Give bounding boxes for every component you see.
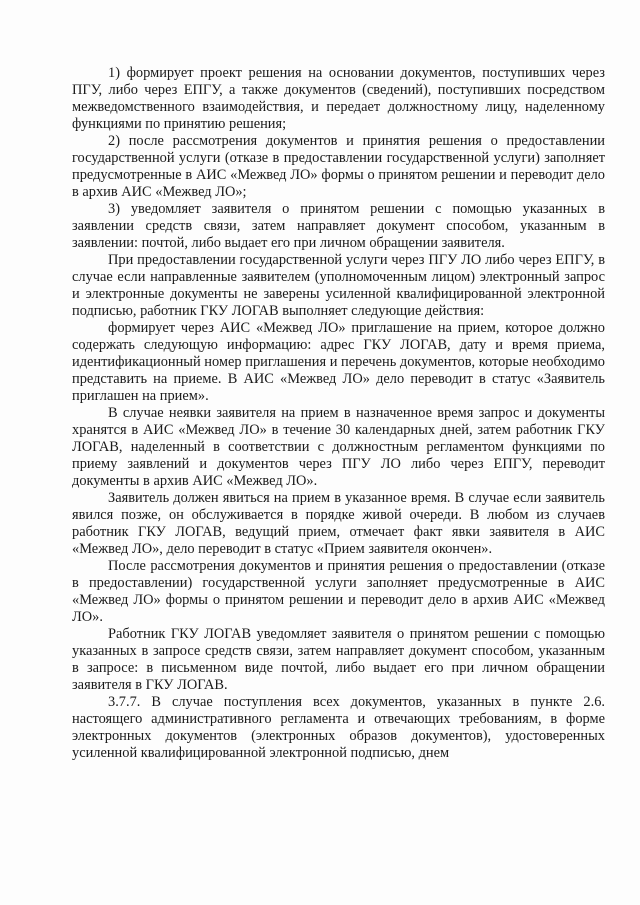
paragraph-10: 3.7.7. В случае поступления всех документов, указанных в пункте 2.6. настоящего административного регламента и отвечающих требованиям, в форме электронных документов (электронных образов документов), удостоверенных усиленной квалифицированной электронной подписью, днем: [72, 694, 605, 761]
paragraph-7: Заявитель должен явиться на прием в указанное время. В случае если заявитель явился позже, он обслуживается в порядке живой очереди. В любом из случаев работник ГКУ ЛОГАВ, ведущий прием, отмечает факт явки заявителя в АИС «Межвед ЛО», дело переводит в статус «Прием заявителя окончен».: [72, 490, 605, 557]
paragraph-8: После рассмотрения документов и принятия решения о предоставлении (отказе в предоставлении) государственной услуги заполняет предусмотренные в АИС «Межвед ЛО» формы о принятом решении и переводит дело в архив АИС «Межвед ЛО».: [72, 558, 605, 625]
paragraph-1: 1) формирует проект решения на основании документов, поступивших через ПГУ, либо через ЕПГУ, а также документов (сведений), поступивших посредством межведомственного взаимодействия, и передает должностному лицу, наделенному функциями по принятию решения;: [72, 65, 605, 132]
paragraph-6: В случае неявки заявителя на прием в назначенное время запрос и документы хранятся в АИС «Межвед ЛО» в течение 30 календарных дней, затем работник ГКУ ЛОГАВ, наделенный в соответствии с должностным регламентом функциями по приему заявлений и документов через ПГУ ЛО либо через ЕПГУ, переводит документы в архив АИС «Межвед ЛО».: [72, 405, 605, 489]
paragraph-4: При предоставлении государственной услуги через ПГУ ЛО либо через ЕПГУ, в случае если направленные заявителем (уполномоченным лицом) электронный запрос и электронные документы не заверены усиленной квалифицированной электронной подписью, работник ГКУ ЛОГАВ выполняет следующие действия:: [72, 252, 605, 319]
paragraph-2: 2) после рассмотрения документов и принятия решения о предоставлении государственной услуги (отказе в предоставлении государственной услуги) заполняет предусмотренные в АИС «Межвед ЛО» формы о принятом решении и переводит дело в архив АИС «Межвед ЛО»;: [72, 133, 605, 200]
paragraph-9: Работник ГКУ ЛОГАВ уведомляет заявителя о принятом решении с помощью указанных в запросе средств связи, затем направляет документ способом, указанным в запросе: в письменном виде почтой, либо выдает его при личном обращении заявителя в ГКУ ЛОГАВ.: [72, 626, 605, 693]
paragraph-3: 3) уведомляет заявителя о принятом решении с помощью указанных в заявлении средств связи, затем направляет документ способом, указанным в заявлении: почтой, либо выдает его при личном обращении заявителя.: [72, 201, 605, 251]
paragraph-5: формирует через АИС «Межвед ЛО» приглашение на прием, которое должно содержать следующую информацию: адрес ГКУ ЛОГАВ, дату и время приема, идентификационный номер приглашения и перечень документов, которые необходимо представить на приеме. В АИС «Межвед ЛО» дело переводит в статус «Заявитель приглашен на прием».: [72, 320, 605, 404]
